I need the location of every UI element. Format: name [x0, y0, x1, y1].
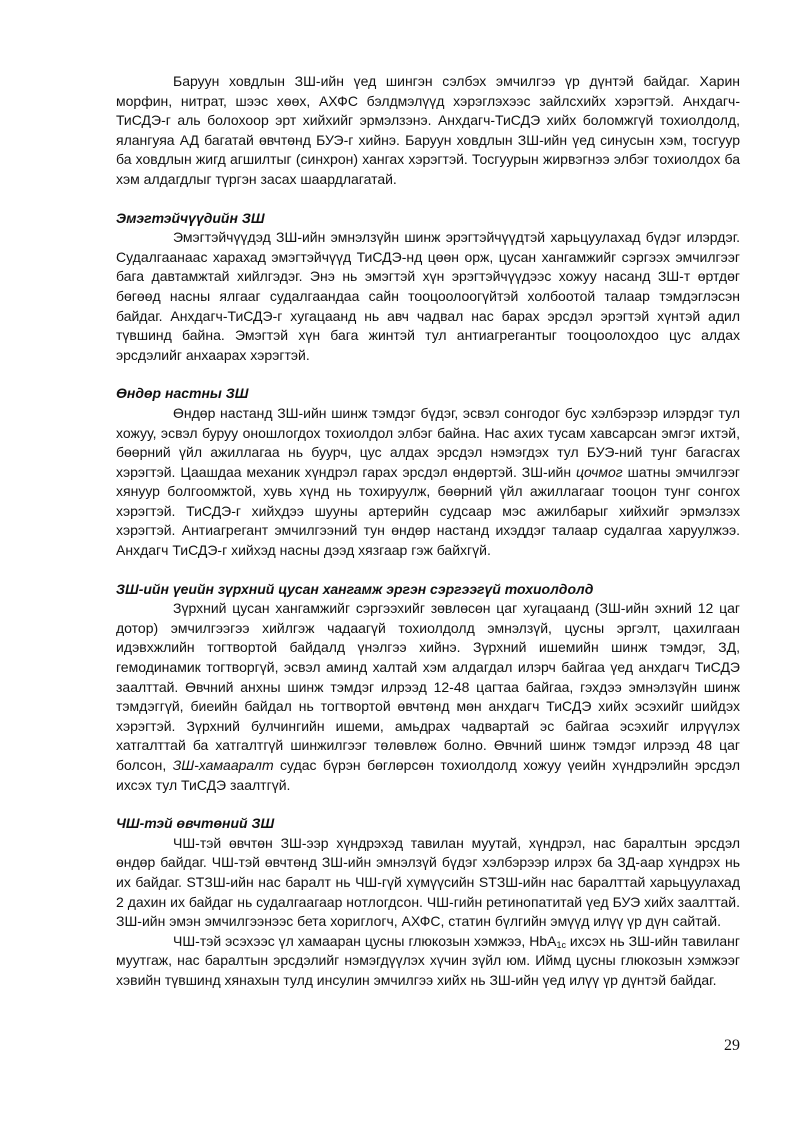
section-heading-diabetes: ЧШ-тэй өвчтөний ЗШ — [116, 815, 275, 832]
paragraph-diabetes-1: ЧШ-тэй өвчтөн ЗШ-ээр хүндрэхэд тавилан муутай, хүндрэл, нас баралтын эрсдэл өндөр байдаг. ЧШ-тэй өвчтөнд ЗШ-ийн эмнэлзүй бүдэг хэлбэрээр илрэх ба ЗД-аар хүндрэх нь их байдаг. STЗШ-ийн нас баралт нь ЧШ-гүй хүмүүсийн STЗШ-ийн нас баралттай харьцуулахад 2 дахин их байдаг нь судалгаагаар нотлогдсон. ЧШ-гийн ретинопатитай үед БУЭ хийх заалттай. ЗШ-ийн эмэн эмчилгээнээс бета хориглогч, АХФС, статин бүлгийн эмүүд илүү үр дүн сайтай. — [116, 834, 740, 930]
paragraph-elderly — [116, 404, 740, 561]
section-diabetes — [116, 814, 740, 990]
page-content — [116, 72, 740, 991]
no-reperfusion-emphasis: ЗШ-хамааралт — [172, 757, 274, 773]
elderly-text-part-b: шатны эмчилгээг хянуур болгоомжтой, хувь хүнд нь тохируулж, бөөрний үйл ажиллагааг тооцон тунг сонгох хэрэгтэй. ТиСДЭ-г хийхдээ шууны артерийн судсаар мэс ажилбарыг хийхийг эрмэлзэх хэрэгтэй. Антиагрегант эмчилгээний тун өндөр настанд ихэддэг талаар судалгаа харуулжээ. Анхдагч ТиСДЭ-г хийхэд насны дээд хязгаар гэж байхгүй. — [116, 463, 741, 559]
paragraph-right-ventricle: Баруун ховдлын ЗШ-ийн үед шингэн сэлбэх эмчилгээ үр дүнтэй байдаг. Харин морфин, нитрат, шээс хөөх, АХФС бэлдмэлүүд хэрэглэхээс зайлсхийх хэрэгтэй. Анхдагч-ТиСДЭ-г аль болохоор эрт хийхийг эрмэлзэнэ. Анхдагч-ТиСДЭ хийх боломжгүй тохиолдолд, ялангуяа АД багатай өвчтөнд БУЭ-г хийнэ. Баруун ховдлын ЗШ-ийн үед синусын хэм, тосгуур ба ховдлын жигд агшилтыг (синхрон) хангах хэрэгтэй. Тосгуурын жирвэгнээ элбэг тохиолдох ба хэм алдагдлыг түргэн засах шаардлагатай. — [116, 73, 740, 187]
diabetes-text-part-b: ихсэх нь ЗШ-ийн тавиланг муутгаж, нас баралтын эрсдэлийг нэмэгдүүлэх хүчин зүйл юм. Иймд цусны глюкозын хэмжээг хэвийн түвшинд хянахын тулд инсулин эмчилгээ хийх нь ЗШ-ийн үед илүү үр дүнтэй байдаг. — [116, 932, 740, 988]
page-number: 29 — [724, 1037, 740, 1054]
diabetes-text-part-a: ЧШ-тэй эсэхээс үл хамааран цусны глюкозын хэмжээ, HbA — [173, 932, 557, 949]
section-elderly — [116, 384, 740, 560]
section-heading-no-reperfusion: ЗШ-ийн үеийн зүрхний цусан хангамж эргэн сэргээгүй тохиолдолд — [116, 580, 594, 597]
section-women — [116, 209, 740, 366]
elderly-text-part-a: Өндөр настанд ЗШ-ийн шинж тэмдэг бүдэг, эсвэл сонгодог бус хэлбэрээр илэрдэг тул хожуу, эсвэл буруу оношлогдох тохиолдол элбэг байна. Нас ахих тусам хавсарсан эмгэг ихтэй, бөөрний үйл ажиллагаа нь буурч, цус алдах эрсдэл нэмэгдэх тул БУЭ-ний тунг багасгах хэрэгтэй. Цаашдаа механик хүндрэл гарах эрсдэл өндөртэй. ЗШ-ийн — [116, 404, 740, 480]
paragraph-no-reperfusion — [116, 599, 740, 795]
paragraph-women: Эмэгтэйчүүдэд ЗШ-ийн эмнэлзүйн шинж эрэгтэйчүүдтэй харьцуулахад бүдэг илэрдэг. Судалгаанаас харахад эмэгтэйчүүд ТиСДЭ-нд цөөн орж, цусан хангамжийг сэргээх эмчилгээг бага давтамжтай хийлгэдэг. Энэ нь эмэгтэй хүн эрэгтэйчүүдээс хожуу насанд ЗШ-т өртдөг бөгөөд насны ялгааг судалгаандаа сайн тооцоолоогүйтэй холбоотой талаар тэмдэглэсэн байдаг. Анхдагч-ТиСДЭ-г хугацаанд нь авч чадвал нас барах эрсдэл эрэгтэй хүнтэй адил түвшинд байна. Эмэгтэй хүн бага жинтэй тул антиагрегантыг тооцоолохдоо цус алдах эрсдэлийг анхаарах хэрэгтэй. — [116, 229, 740, 363]
no-reperfusion-text-part-a: Зүрхний цусан хангамжийг сэргээхийг зөвлөсөн цаг хугацаанд (ЗШ-ийн эхний 12 цаг дотор) эмчилгээгээ хийлгэж чадаагүй тохиолдолд эмнэлзүй, цусны эргэлт, цахилгаан идэвхжлийн тогтвортой байдалд үнэлгээ хийнэ. Зүрхний ишемийн шинж тэмдэг, ЗД, гемодинамик тогтворгүй, эсвэл аминд халтай хэм алдагдал илэрч байгаа үед анхдагч ТиСДЭ заалттай. Өвчний анхны шинж тэмдэг илрээд 12-48 цагтаа байгаа, гэхдээ эмнэлзүйн шинж тэмдэггүй, биеийн байдал нь тогтвортой өвчтөнд мөн анхдагч ТиСДЭ хийх эсэхийг шийдэх хэрэгтэй. Зүрхний булчингийн ишеми, амьдрах чадвартай эс байгаа эсэхийг илрүүлэх хатгалттай ба хатгалтгүй шинжилгээг төлөвлөж болно. Өвчний шинж тэмдэг илрээд 48 цаг болсон, — [116, 600, 740, 773]
paragraph-diabetes-2 — [116, 932, 740, 991]
section-heading-elderly: Өндөр настны ЗШ — [116, 385, 249, 402]
section-heading-women: Эмэгтэйчүүдийн ЗШ — [116, 209, 265, 226]
hba1c-subscript: 1c — [556, 939, 566, 950]
section-no-reperfusion — [116, 580, 740, 796]
no-reperfusion-text-part-b: судас бүрэн бөглөрсөн тохиолдолд хожуу үеийн хүндрэлийн эрсдэл ихсэх тул ТиСДЭ заалтгүй. — [116, 757, 741, 793]
elderly-emphasis: цочмог — [576, 463, 623, 480]
